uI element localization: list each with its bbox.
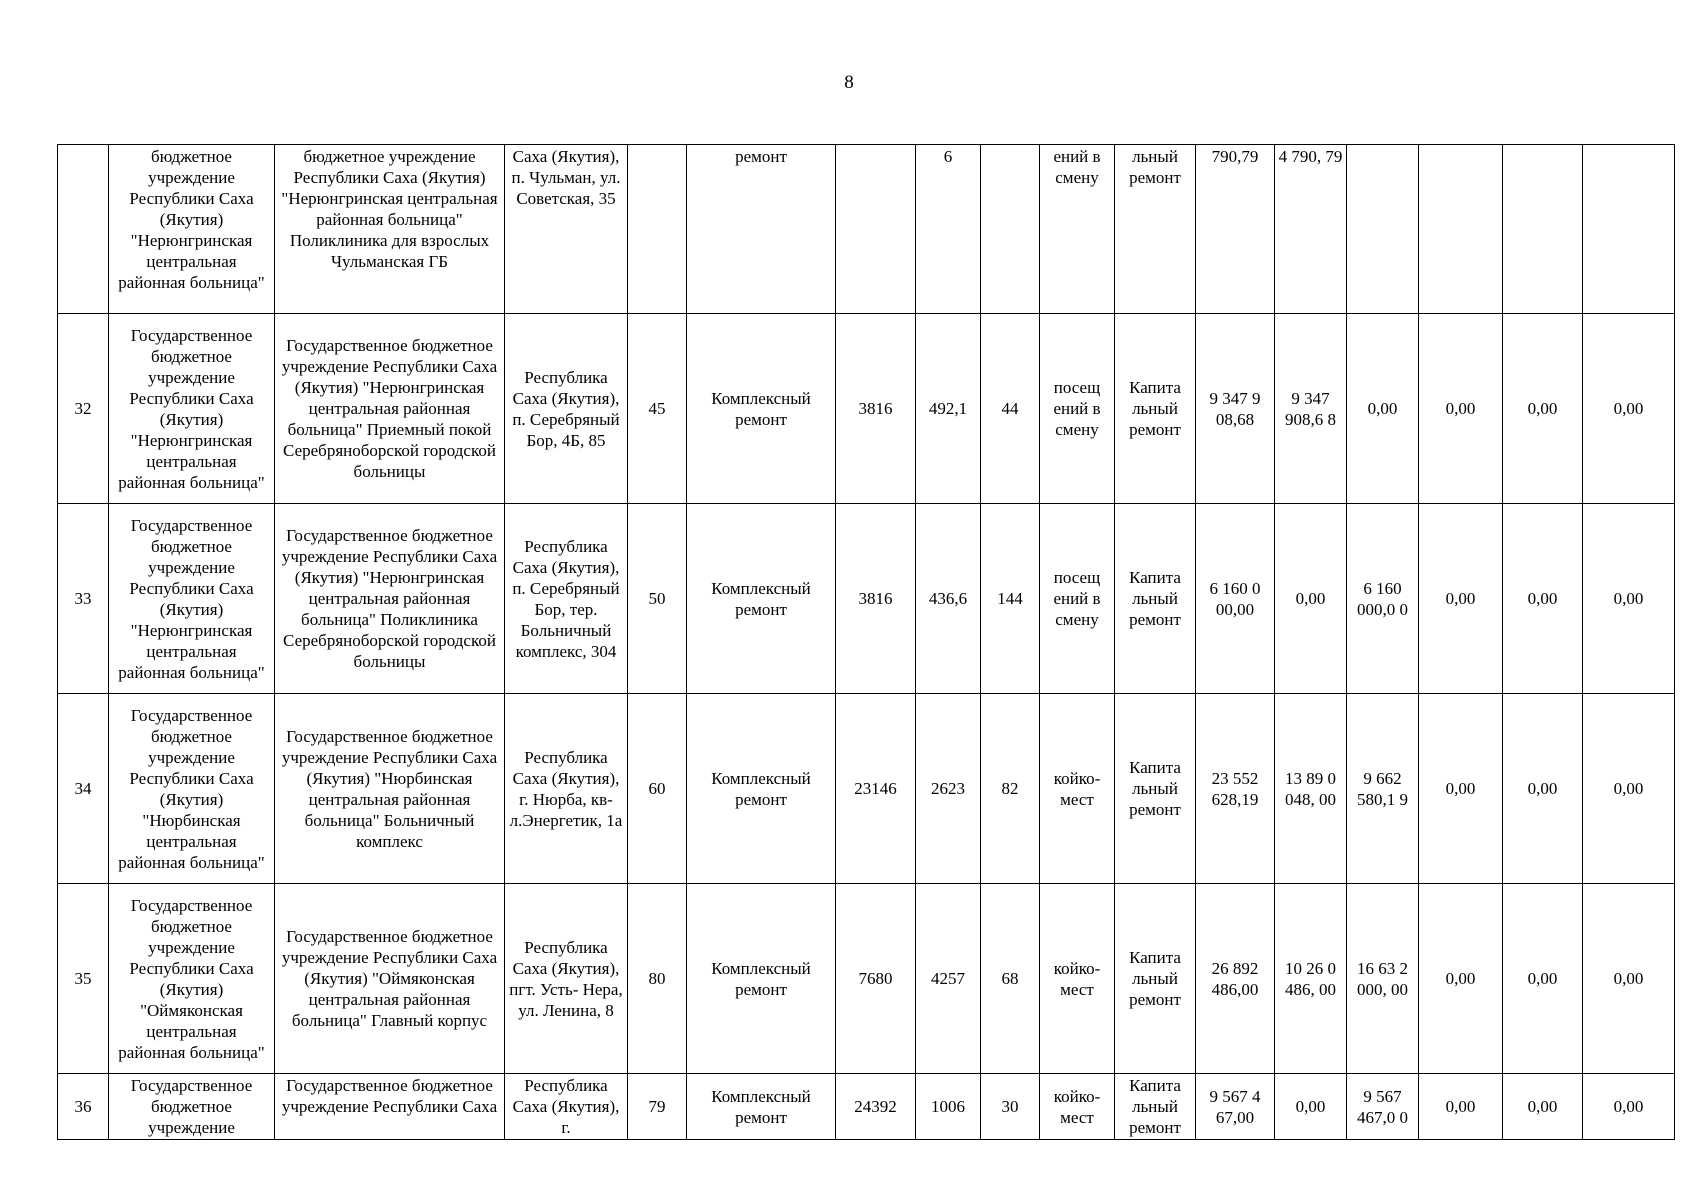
cell-col5 <box>628 145 687 314</box>
object-name: Государственное бюджетное учреждение Республики Саха (Якутия) "Нерюнгринская центральная районная больница" Приемный покой Серебряноборской городской больницы <box>275 314 505 504</box>
object-name: Государственное бюджетное учреждение Республики Саха (Якутия) "Нюрбинская центральная районная больница" Больничный комплекс <box>275 694 505 884</box>
cell-area: 436,6 <box>916 504 981 694</box>
cell-area-total: 23146 <box>836 694 916 884</box>
funding-year-1: 10 26 0 486, 00 <box>1275 884 1347 1074</box>
cell-capacity: 30 <box>981 1074 1040 1140</box>
repair-type: Капита льный ремонт <box>1115 504 1196 694</box>
repair-type: льный ремонт <box>1115 145 1196 314</box>
cell-col5: 50 <box>628 504 687 694</box>
row-number: 32 <box>58 314 109 504</box>
funding-year-1: 13 89 0 048, 00 <box>1275 694 1347 884</box>
page-number: 8 <box>844 72 854 93</box>
funding-year-5: 0,00 <box>1583 504 1675 694</box>
funding-year-3: 0,00 <box>1419 694 1503 884</box>
funding-year-1: 0,00 <box>1275 504 1347 694</box>
funding-year-5: 0,00 <box>1583 694 1675 884</box>
cell-area-total: 24392 <box>836 1074 916 1140</box>
cell-col5: 60 <box>628 694 687 884</box>
table-row <box>58 504 1675 694</box>
row-number: 36 <box>58 1074 109 1140</box>
table-row <box>58 314 1675 504</box>
funding-year-2: 6 160 000,0 0 <box>1347 504 1419 694</box>
total-cost: 790,79 <box>1196 145 1275 314</box>
cell-col5: 80 <box>628 884 687 1074</box>
total-cost: 26 892 486,00 <box>1196 884 1275 1074</box>
repair-type: Капита льный ремонт <box>1115 1074 1196 1140</box>
capacity-unit: койко- мест <box>1040 884 1115 1074</box>
repair-type: Капита льный ремонт <box>1115 884 1196 1074</box>
total-cost: 9 347 9 08,68 <box>1196 314 1275 504</box>
cell-capacity <box>981 145 1040 314</box>
address: Саха (Якутия), п. Чульман, ул. Советская, 35 <box>505 145 628 314</box>
table-row <box>58 1074 1675 1140</box>
funding-year-4: 0,00 <box>1503 884 1583 1074</box>
funding-year-4: 0,00 <box>1503 504 1583 694</box>
address: Республика Саха (Якутия), г. Нюрба, кв- л.Энергетик, 1а <box>505 694 628 884</box>
total-cost: 23 552 628,19 <box>1196 694 1275 884</box>
funding-year-1: 0,00 <box>1275 1074 1347 1140</box>
address: Республика Саха (Якутия), п. Серебряный Бор, 4Б, 85 <box>505 314 628 504</box>
total-cost: 6 160 0 00,00 <box>1196 504 1275 694</box>
organization-name: Государственное бюджетное учреждение <box>109 1074 275 1140</box>
work-type: Комплексный ремонт <box>687 314 836 504</box>
funding-year-3: 0,00 <box>1419 884 1503 1074</box>
row-number: 34 <box>58 694 109 884</box>
organization-name: Государственное бюджетное учреждение Республики Саха (Якутия) "Нюрбинская центральная районная больница" <box>109 694 275 884</box>
cell-capacity: 68 <box>981 884 1040 1074</box>
funding-year-5: 0,00 <box>1583 314 1675 504</box>
funding-year-4: 0,00 <box>1503 694 1583 884</box>
cell-area-total: 3816 <box>836 314 916 504</box>
row-number: 33 <box>58 504 109 694</box>
funding-year-1: 4 790, 79 <box>1275 145 1347 314</box>
cell-capacity: 144 <box>981 504 1040 694</box>
funding-year-5: 0,00 <box>1583 1074 1675 1140</box>
funding-year-3: 0,00 <box>1419 504 1503 694</box>
funding-year-1: 9 347 908,6 8 <box>1275 314 1347 504</box>
row-number <box>58 145 109 314</box>
capacity-unit: посещ ений в смену <box>1040 504 1115 694</box>
capacity-unit: койко- мест <box>1040 694 1115 884</box>
capacity-unit: посещ ений в смену <box>1040 314 1115 504</box>
table-row <box>58 145 1675 314</box>
object-name: Государственное бюджетное учреждение Республики Саха <box>275 1074 505 1140</box>
cell-area: 4257 <box>916 884 981 1074</box>
object-name: бюджетное учреждение Республики Саха (Якутия) "Нерюнгринская центральная районная больница" Поликлиника для взрослых Чульманская ГБ <box>275 145 505 314</box>
cell-capacity: 82 <box>981 694 1040 884</box>
work-type: ремонт <box>687 145 836 314</box>
cell-area: 2623 <box>916 694 981 884</box>
object-name: Государственное бюджетное учреждение Республики Саха (Якутия) "Оймяконская центральная районная больница" Главный корпус <box>275 884 505 1074</box>
capacity-unit: койко- мест <box>1040 1074 1115 1140</box>
organization-name: Государственное бюджетное учреждение Республики Саха (Якутия) "Нерюнгринская центральная районная больница" <box>109 504 275 694</box>
cell-area: 6 <box>916 145 981 314</box>
funding-year-3: 0,00 <box>1419 1074 1503 1140</box>
funding-year-2: 9 567 467,0 0 <box>1347 1074 1419 1140</box>
work-type: Комплексный ремонт <box>687 504 836 694</box>
capacity-unit: ений в смену <box>1040 145 1115 314</box>
cell-area: 492,1 <box>916 314 981 504</box>
funding-year-4: 0,00 <box>1503 314 1583 504</box>
cell-col5: 45 <box>628 314 687 504</box>
funding-year-5: 0,00 <box>1583 884 1675 1074</box>
funding-year-3 <box>1419 145 1503 314</box>
cell-area-total: 7680 <box>836 884 916 1074</box>
cell-area-total: 3816 <box>836 504 916 694</box>
funding-year-2: 9 662 580,1 9 <box>1347 694 1419 884</box>
object-name: Государственное бюджетное учреждение Республики Саха (Якутия) "Нерюнгринская центральная районная больница" Поликлиника Серебряноборской городской больницы <box>275 504 505 694</box>
total-cost: 9 567 4 67,00 <box>1196 1074 1275 1140</box>
cell-area-total <box>836 145 916 314</box>
funding-year-5 <box>1583 145 1675 314</box>
data-table <box>57 144 1675 1140</box>
work-type: Комплексный ремонт <box>687 884 836 1074</box>
address: Республика Саха (Якутия), п. Серебряный Бор, тер. Больничный комплекс, 304 <box>505 504 628 694</box>
funding-year-4 <box>1503 145 1583 314</box>
address: Республика Саха (Якутия), пгт. Усть- Нера, ул. Ленина, 8 <box>505 884 628 1074</box>
cell-col5: 79 <box>628 1074 687 1140</box>
funding-year-2: 0,00 <box>1347 314 1419 504</box>
cell-area: 1006 <box>916 1074 981 1140</box>
repair-type: Капита льный ремонт <box>1115 694 1196 884</box>
funding-year-4: 0,00 <box>1503 1074 1583 1140</box>
funding-year-2: 16 63 2 000, 00 <box>1347 884 1419 1074</box>
organization-name: бюджетное учреждение Республики Саха (Якутия) "Нерюнгринская центральная районная больница" <box>109 145 275 314</box>
repair-type: Капита льный ремонт <box>1115 314 1196 504</box>
row-number: 35 <box>58 884 109 1074</box>
funding-year-3: 0,00 <box>1419 314 1503 504</box>
work-type: Комплексный ремонт <box>687 1074 836 1140</box>
funding-year-2 <box>1347 145 1419 314</box>
organization-name: Государственное бюджетное учреждение Республики Саха (Якутия) "Нерюнгринская центральная районная больница" <box>109 314 275 504</box>
table-row <box>58 884 1675 1074</box>
table-row <box>58 694 1675 884</box>
address: Республика Саха (Якутия), г. <box>505 1074 628 1140</box>
cell-capacity: 44 <box>981 314 1040 504</box>
work-type: Комплексный ремонт <box>687 694 836 884</box>
organization-name: Государственное бюджетное учреждение Республики Саха (Якутия) "Оймяконская центральная районная больница" <box>109 884 275 1074</box>
